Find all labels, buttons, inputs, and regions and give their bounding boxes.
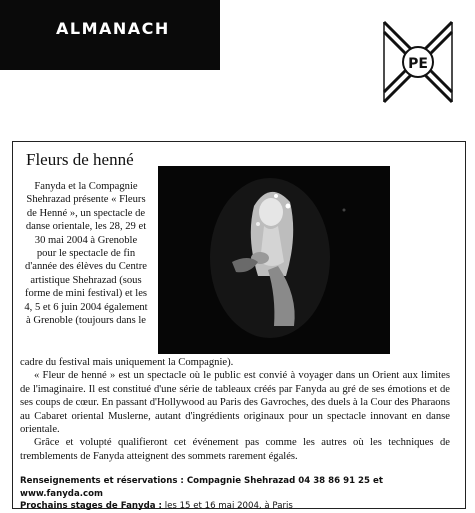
paragraph-3: Grâce et volupté qualifieront cet événement pas comme les autres où les techniques de tremblements de Fanyda atteignent des sommets rarement égalés. bbox=[20, 437, 450, 462]
col-line: de Henné », un spectacle de bbox=[26, 207, 146, 219]
header-band bbox=[0, 0, 220, 70]
col-line: artistique Shehrazad (sous bbox=[30, 274, 142, 286]
col-line: Shehrazad présente « Fleurs bbox=[26, 194, 146, 206]
paragraph-2: « Fleur de henné » est un spectacle où le public est convié à voyager dans un Orient aux limites de l'imaginaire. Il est constitué d'une série de tableaux créés par Fanyda au gré de ses émotions et de ses coups de cœur. En passant d'Hollywood au Paris des Gavroches, des duels à la Cour des Pharaons au Cabaret oriental Muslerne, autant d'ingrédients originaux pour un spectacle innovant en danse orientale. bbox=[20, 370, 450, 436]
upcoming-workshops: Prochains stages de Fanyda : les 15 et 16 mai 2004, à Paris bbox=[20, 501, 293, 511]
article-body bbox=[20, 356, 450, 463]
col-line: forme de mini festival) et les bbox=[24, 288, 148, 300]
article-column-text bbox=[20, 180, 152, 327]
col-line: 30 mai 2004 à Grenoble bbox=[34, 234, 138, 246]
article-title: Fleurs de henné bbox=[26, 150, 134, 169]
col-line: danse orientale, les 28, 29 et bbox=[25, 221, 147, 233]
col-line: à Grenoble (toujours dans le bbox=[25, 315, 147, 327]
reservation-info: Renseignements et réservations : Compagnie Shehrazad 04 38 86 91 25 et www.fanyda.com bbox=[20, 476, 383, 499]
dancer-photo bbox=[158, 166, 390, 354]
col-line: Fanyda et la Compagnie bbox=[34, 181, 138, 192]
pe-logo bbox=[382, 10, 454, 114]
col-line: pour le spectacle de fin bbox=[36, 248, 136, 260]
article-footer bbox=[20, 475, 450, 513]
col-line: 4, 5 et 6 juin 2004 également bbox=[24, 301, 148, 313]
dancer-image bbox=[158, 166, 390, 354]
col-line: d'année des élèves du Centre bbox=[25, 261, 147, 273]
section-title: ALMANACH bbox=[56, 19, 170, 38]
paragraph-1-end: cadre du festival mais uniquement la Compagnie). bbox=[20, 357, 234, 368]
logo-text: PE bbox=[408, 56, 428, 72]
